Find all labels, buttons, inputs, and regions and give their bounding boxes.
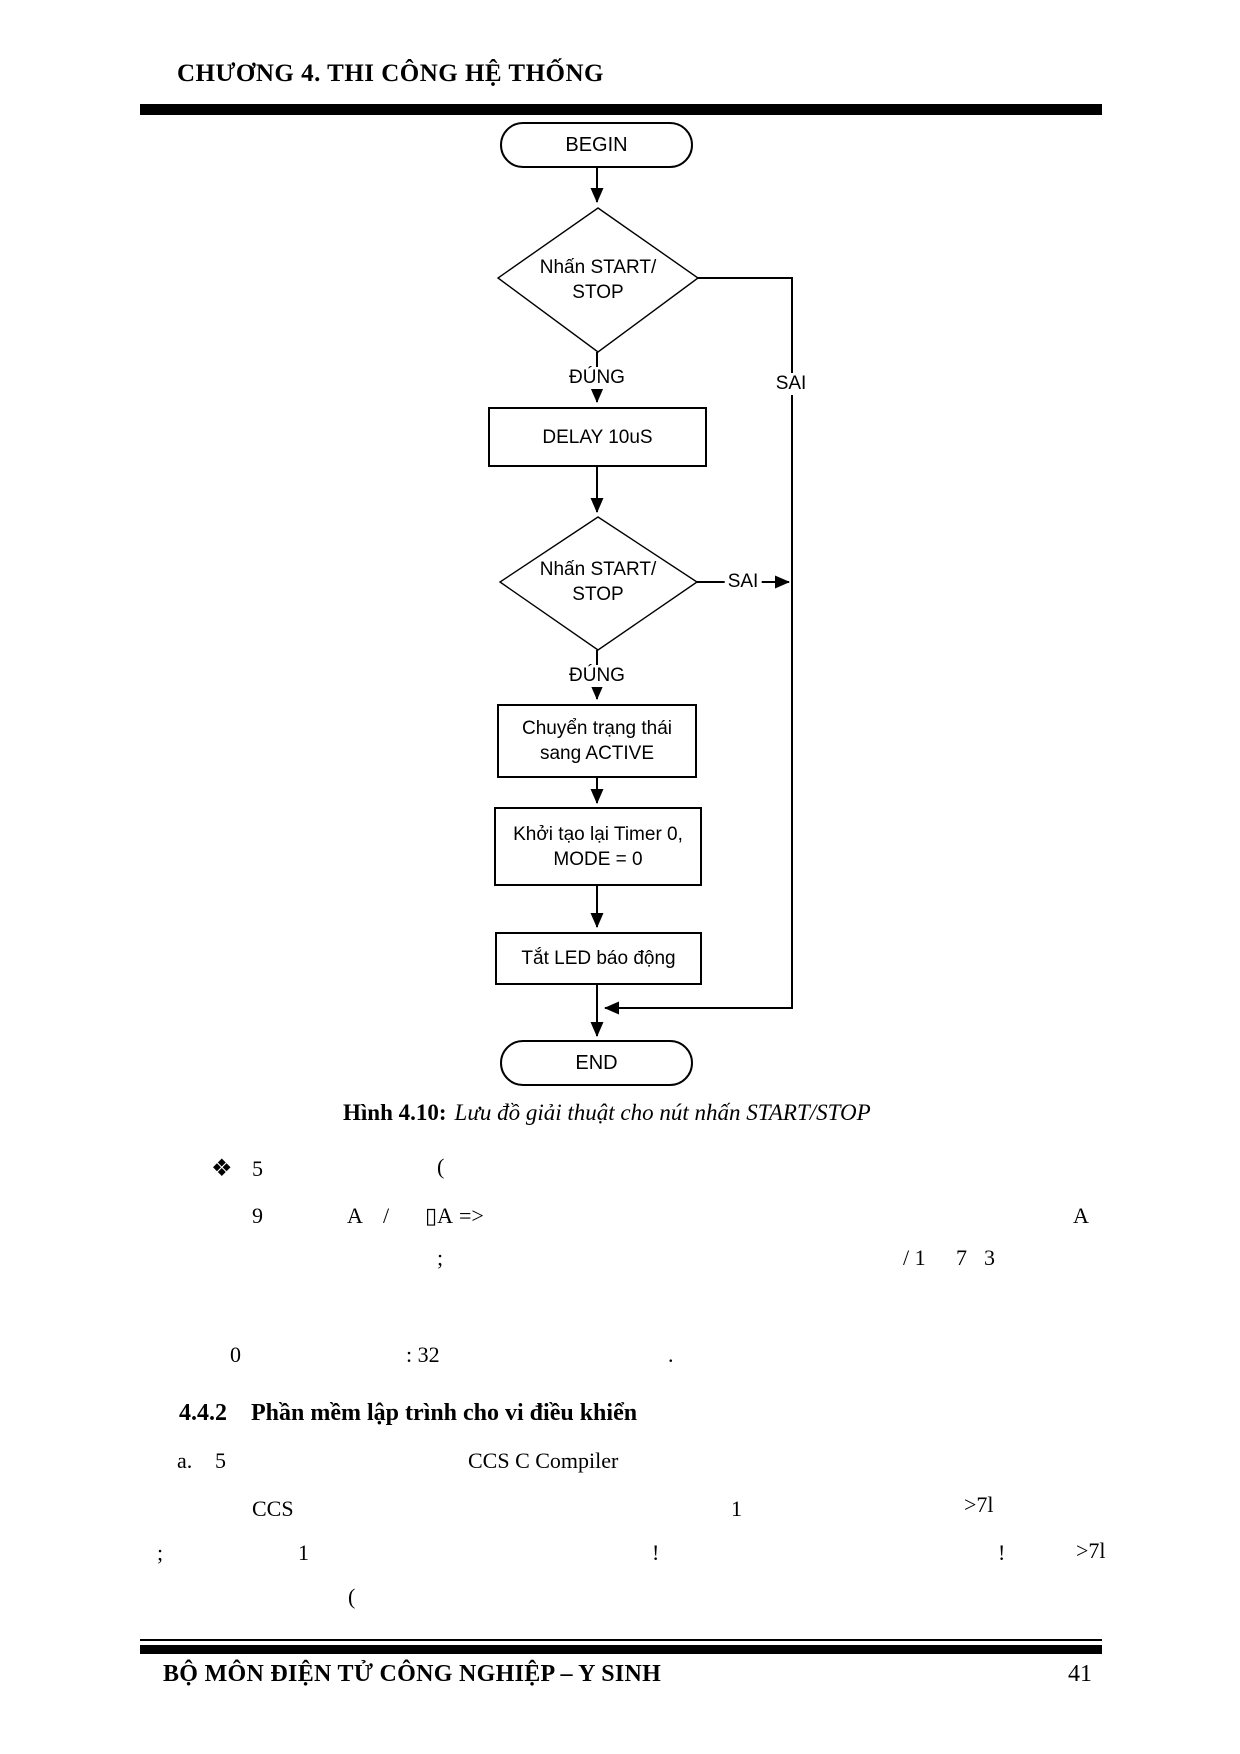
body-fragment: A xyxy=(347,1203,363,1228)
decision2-line1: Nhấn START/ xyxy=(539,559,657,580)
dung1-label: ĐÚNG xyxy=(566,367,628,389)
body-fragment: 1 xyxy=(731,1496,742,1521)
figure-caption xyxy=(343,1100,871,1126)
body-fragment: 0 xyxy=(230,1342,241,1367)
decision1-text xyxy=(540,255,657,305)
body-fragment: / 1 xyxy=(903,1245,926,1270)
list-bullet-icon: ❖ xyxy=(211,1156,233,1182)
body-fragment: A xyxy=(1073,1203,1089,1228)
begin-terminator xyxy=(500,122,693,168)
led-label: Tắt LED báo động xyxy=(521,948,676,969)
active-line2: sang ACTIVE xyxy=(539,743,655,764)
section-number: 4.4.2 xyxy=(179,1400,227,1426)
footer-department: BỘ MÔN ĐIỆN TỬ CÔNG NGHIỆP – Y SINH xyxy=(163,1661,662,1687)
body-fragment: 9 xyxy=(252,1203,263,1228)
body-fragment: ; xyxy=(437,1245,444,1270)
footer-page-number: 41 xyxy=(1068,1661,1092,1687)
active-line1: Chuyển trạng thái xyxy=(522,718,672,739)
body-fragment: 3 xyxy=(984,1245,995,1270)
body-fragment: / xyxy=(383,1203,390,1228)
body-fragment: 5 xyxy=(252,1156,263,1181)
delay-process-box xyxy=(488,407,707,467)
sai1-label: SAI xyxy=(773,373,810,395)
timer-line2: MODE = 0 xyxy=(553,848,643,870)
figure-caption-text: Lưu đồ giải thuật cho nút nhấn START/STOP xyxy=(454,1100,871,1125)
body-fragment: >7l xyxy=(1076,1538,1106,1563)
timer-process-box xyxy=(494,807,702,886)
sai2-label: SAI xyxy=(725,571,762,593)
body-fragment: 5 xyxy=(215,1448,226,1473)
footer-thin-rule xyxy=(140,1639,1102,1641)
decision2-text xyxy=(540,557,657,607)
decision1-line1: Nhấn START/ xyxy=(539,257,657,278)
body-fragment: ( xyxy=(348,1584,356,1609)
body-fragment: ! xyxy=(652,1540,660,1565)
end-terminator xyxy=(500,1040,693,1086)
section-heading xyxy=(179,1400,637,1427)
end-label: END xyxy=(575,1051,618,1074)
chapter-heading: CHƯƠNG 4. THI CÔNG HỆ THỐNG xyxy=(177,60,604,87)
section-title: Phần mềm lập trình cho vi điều khiển xyxy=(251,1400,638,1426)
body-fragment: CCS xyxy=(252,1496,294,1521)
body-fragment: . xyxy=(668,1342,674,1367)
delay-label: DELAY 10uS xyxy=(542,426,653,448)
body-fragment: >7l xyxy=(964,1492,994,1517)
led-process-box xyxy=(495,932,702,985)
footer-rule xyxy=(140,1645,1102,1654)
body-fragment: CCS C Compiler xyxy=(468,1448,619,1473)
timer-line1: Khởi tạo lại Timer 0, xyxy=(513,823,683,845)
figure-number: Hình 4.10: xyxy=(343,1100,447,1125)
body-fragment: 1 xyxy=(298,1540,309,1565)
body-fragment: ; xyxy=(157,1540,164,1565)
dung2-label: ĐÚNG xyxy=(566,665,628,687)
body-fragment: ( xyxy=(437,1154,445,1179)
body-fragment: 7 xyxy=(956,1245,967,1270)
body-fragment: ! xyxy=(998,1540,1006,1565)
connector-sai1-return xyxy=(605,278,792,1008)
decision1-line2: STOP xyxy=(572,282,624,303)
body-fragment: a. xyxy=(177,1448,193,1473)
body-fragment: ▯A xyxy=(425,1203,453,1228)
decision2-line2: STOP xyxy=(572,584,624,605)
active-process-box xyxy=(497,704,697,778)
begin-label: BEGIN xyxy=(565,133,628,156)
body-fragment: : 32 xyxy=(406,1342,440,1367)
body-fragment: => xyxy=(459,1203,484,1228)
